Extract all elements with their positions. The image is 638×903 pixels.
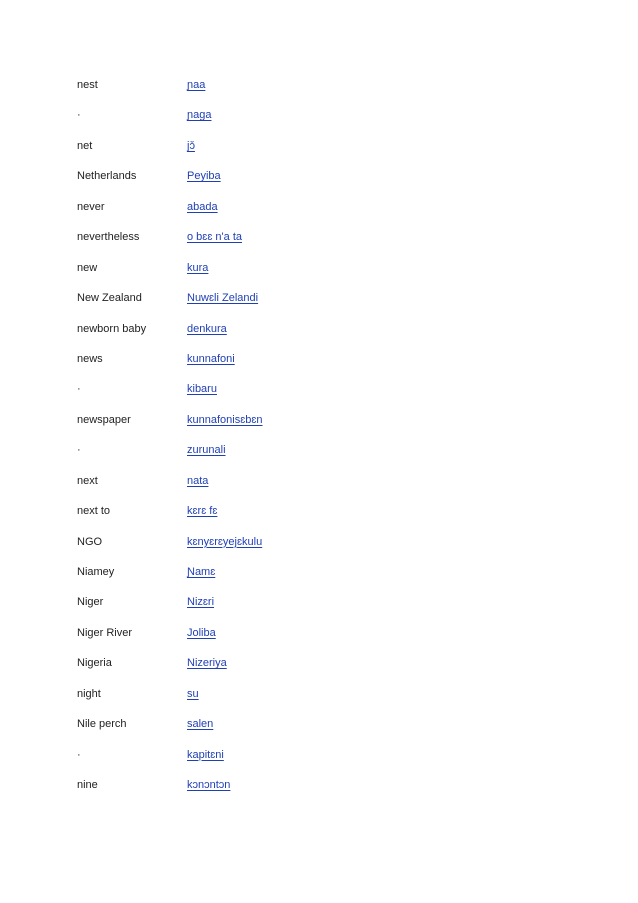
- english-term: Nile perch: [77, 718, 127, 731]
- english-term: new: [77, 261, 98, 274]
- glossary-row: [77, 626, 557, 656]
- english-term: net: [77, 139, 93, 152]
- translation-link[interactable]: denkura: [187, 322, 227, 335]
- translation-link[interactable]: Nuwɛli Zelandi: [187, 292, 259, 305]
- translation-link[interactable]: ɲaa: [187, 79, 206, 91]
- english-term: Niamey: [77, 566, 115, 578]
- translation-link[interactable]: Joliba: [187, 626, 216, 639]
- english-term: Niger: [77, 596, 104, 609]
- glossary-row: [77, 291, 557, 321]
- english-term: newspaper: [77, 413, 131, 426]
- english-term: never: [77, 200, 105, 213]
- glossary-row: [77, 382, 557, 412]
- translation-link[interactable]: Nizeriya: [187, 657, 227, 670]
- translation-link[interactable]: abada: [187, 200, 218, 213]
- translation-link[interactable]: o bɛɛ n'a ta: [187, 231, 242, 244]
- glossary-row: [77, 687, 557, 717]
- english-term: night: [77, 687, 101, 700]
- glossary-row: [77, 748, 557, 778]
- glossary-row: [77, 413, 557, 443]
- glossary-row: [77, 108, 557, 138]
- translation-link[interactable]: Nizɛri: [187, 596, 215, 609]
- glossary-row: [77, 595, 557, 625]
- translation-link[interactable]: kɛrɛ fɛ: [187, 505, 218, 518]
- translation-link[interactable]: jɔ̌: [187, 139, 195, 152]
- glossary-row: [77, 322, 557, 352]
- glossary-row: [77, 778, 557, 808]
- glossary-row: [77, 78, 557, 108]
- translation-link[interactable]: salen: [187, 718, 214, 731]
- glossary-row: [77, 261, 557, 291]
- english-term: Niger River: [77, 626, 133, 639]
- translation-link[interactable]: kɛnyɛrɛyejɛkulu: [187, 535, 263, 548]
- glossary-row: [77, 443, 557, 473]
- glossary-row: [77, 717, 557, 747]
- english-term: nevertheless: [77, 231, 140, 244]
- english-term: Netherlands: [77, 170, 137, 183]
- translation-link[interactable]: kapitɛni: [187, 748, 224, 761]
- glossary-row: [77, 352, 557, 382]
- english-term: newborn baby: [77, 322, 147, 335]
- english-term: next to: [77, 505, 111, 518]
- translation-link[interactable]: nata: [187, 474, 209, 487]
- glossary-list: [77, 78, 557, 809]
- translation-link[interactable]: Ɲamɛ: [187, 566, 216, 578]
- translation-link[interactable]: kunnafoni: [187, 352, 235, 365]
- glossary-row: [77, 565, 557, 595]
- translation-link[interactable]: ɲaga: [187, 109, 212, 122]
- translation-link[interactable]: zurunali: [187, 444, 226, 457]
- translation-link[interactable]: kibaru: [187, 383, 217, 396]
- english-term: nine: [77, 779, 98, 792]
- english-term: ·: [77, 109, 81, 122]
- glossary-row: [77, 504, 557, 534]
- glossary-row: [77, 200, 557, 230]
- english-term: ·: [77, 748, 81, 761]
- translation-link[interactable]: kura: [187, 261, 209, 274]
- translation-link[interactable]: kunnafonisɛbɛn: [187, 413, 263, 426]
- glossary-row: [77, 139, 557, 169]
- english-term: Nigeria: [77, 657, 112, 670]
- english-term: next: [77, 474, 98, 487]
- glossary-row: [77, 474, 557, 504]
- glossary-row: [77, 535, 557, 565]
- english-term: nest: [77, 79, 98, 91]
- translation-link[interactable]: kɔnɔntɔn: [187, 779, 231, 792]
- english-term: ·: [77, 444, 81, 457]
- translation-link[interactable]: Peyiba: [187, 170, 221, 183]
- glossary-row: [77, 230, 557, 260]
- english-term: New Zealand: [77, 292, 142, 305]
- translation-link[interactable]: su: [187, 687, 199, 700]
- english-term: ·: [77, 383, 81, 396]
- glossary-row: [77, 656, 557, 686]
- english-term: news: [77, 352, 103, 365]
- glossary-row: [77, 169, 557, 199]
- english-term: NGO: [77, 535, 103, 548]
